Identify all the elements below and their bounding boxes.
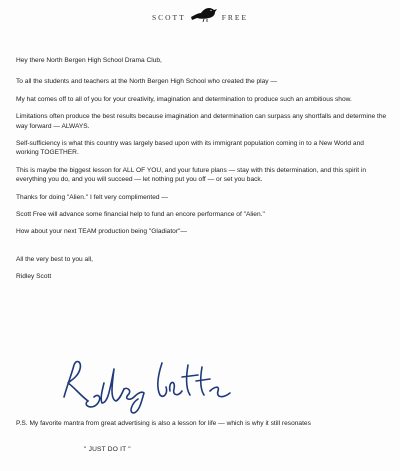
paragraph-next-production: How about your next TEAM production being "Gladiator"— xyxy=(16,228,187,236)
paragraph-audience: To all the students and teachers at the North Bergen High School who created the play — xyxy=(16,78,277,86)
postscript: P.S. My favorite mantra from great advertising is also a lesson for life — which is why it still resonates xyxy=(16,420,311,427)
bird-icon xyxy=(189,4,219,22)
letter-body xyxy=(16,56,388,282)
paragraph-praise: My hat comes off to all of you for your creativity, imagination and determination to produce such an ambitious show. xyxy=(16,95,352,103)
paragraph-limitations: Limitations often produce the best results because imagination and determination can surpass any shortfalls and determine the way forward — ALWAYS. xyxy=(16,113,387,130)
brand-name-right: FREE xyxy=(221,13,249,22)
handwritten-signature xyxy=(58,355,238,420)
paragraph-funding: Scott Free will advance some financial help to fund an encore performance of "Alien." xyxy=(16,211,265,219)
paragraph-thanks: Thanks for doing "Alien." I felt very complimented — xyxy=(16,193,169,201)
greeting: Hey there North Bergen High School Drama Club, xyxy=(16,57,162,64)
paragraph-lesson: This is maybe the biggest lesson for ALL OF YOU, and your future plans — stay with this determination, and this spirit in everything you do, and you will succeed — let nothing put you off — or set you back. xyxy=(16,166,367,184)
signer-name: Ridley Scott xyxy=(16,273,52,281)
brand-logo xyxy=(152,4,248,22)
paragraph-self-sufficiency: Self-sufficiency is what this country was largely based upon with its immigrant population coming in to a New World and working TOGETHER. xyxy=(16,140,364,157)
motto: " JUST DO IT " xyxy=(84,446,131,453)
letterhead xyxy=(0,4,400,25)
brand-name-left: SCOTT xyxy=(151,13,186,22)
closing: All the very best to you all, xyxy=(16,255,93,263)
